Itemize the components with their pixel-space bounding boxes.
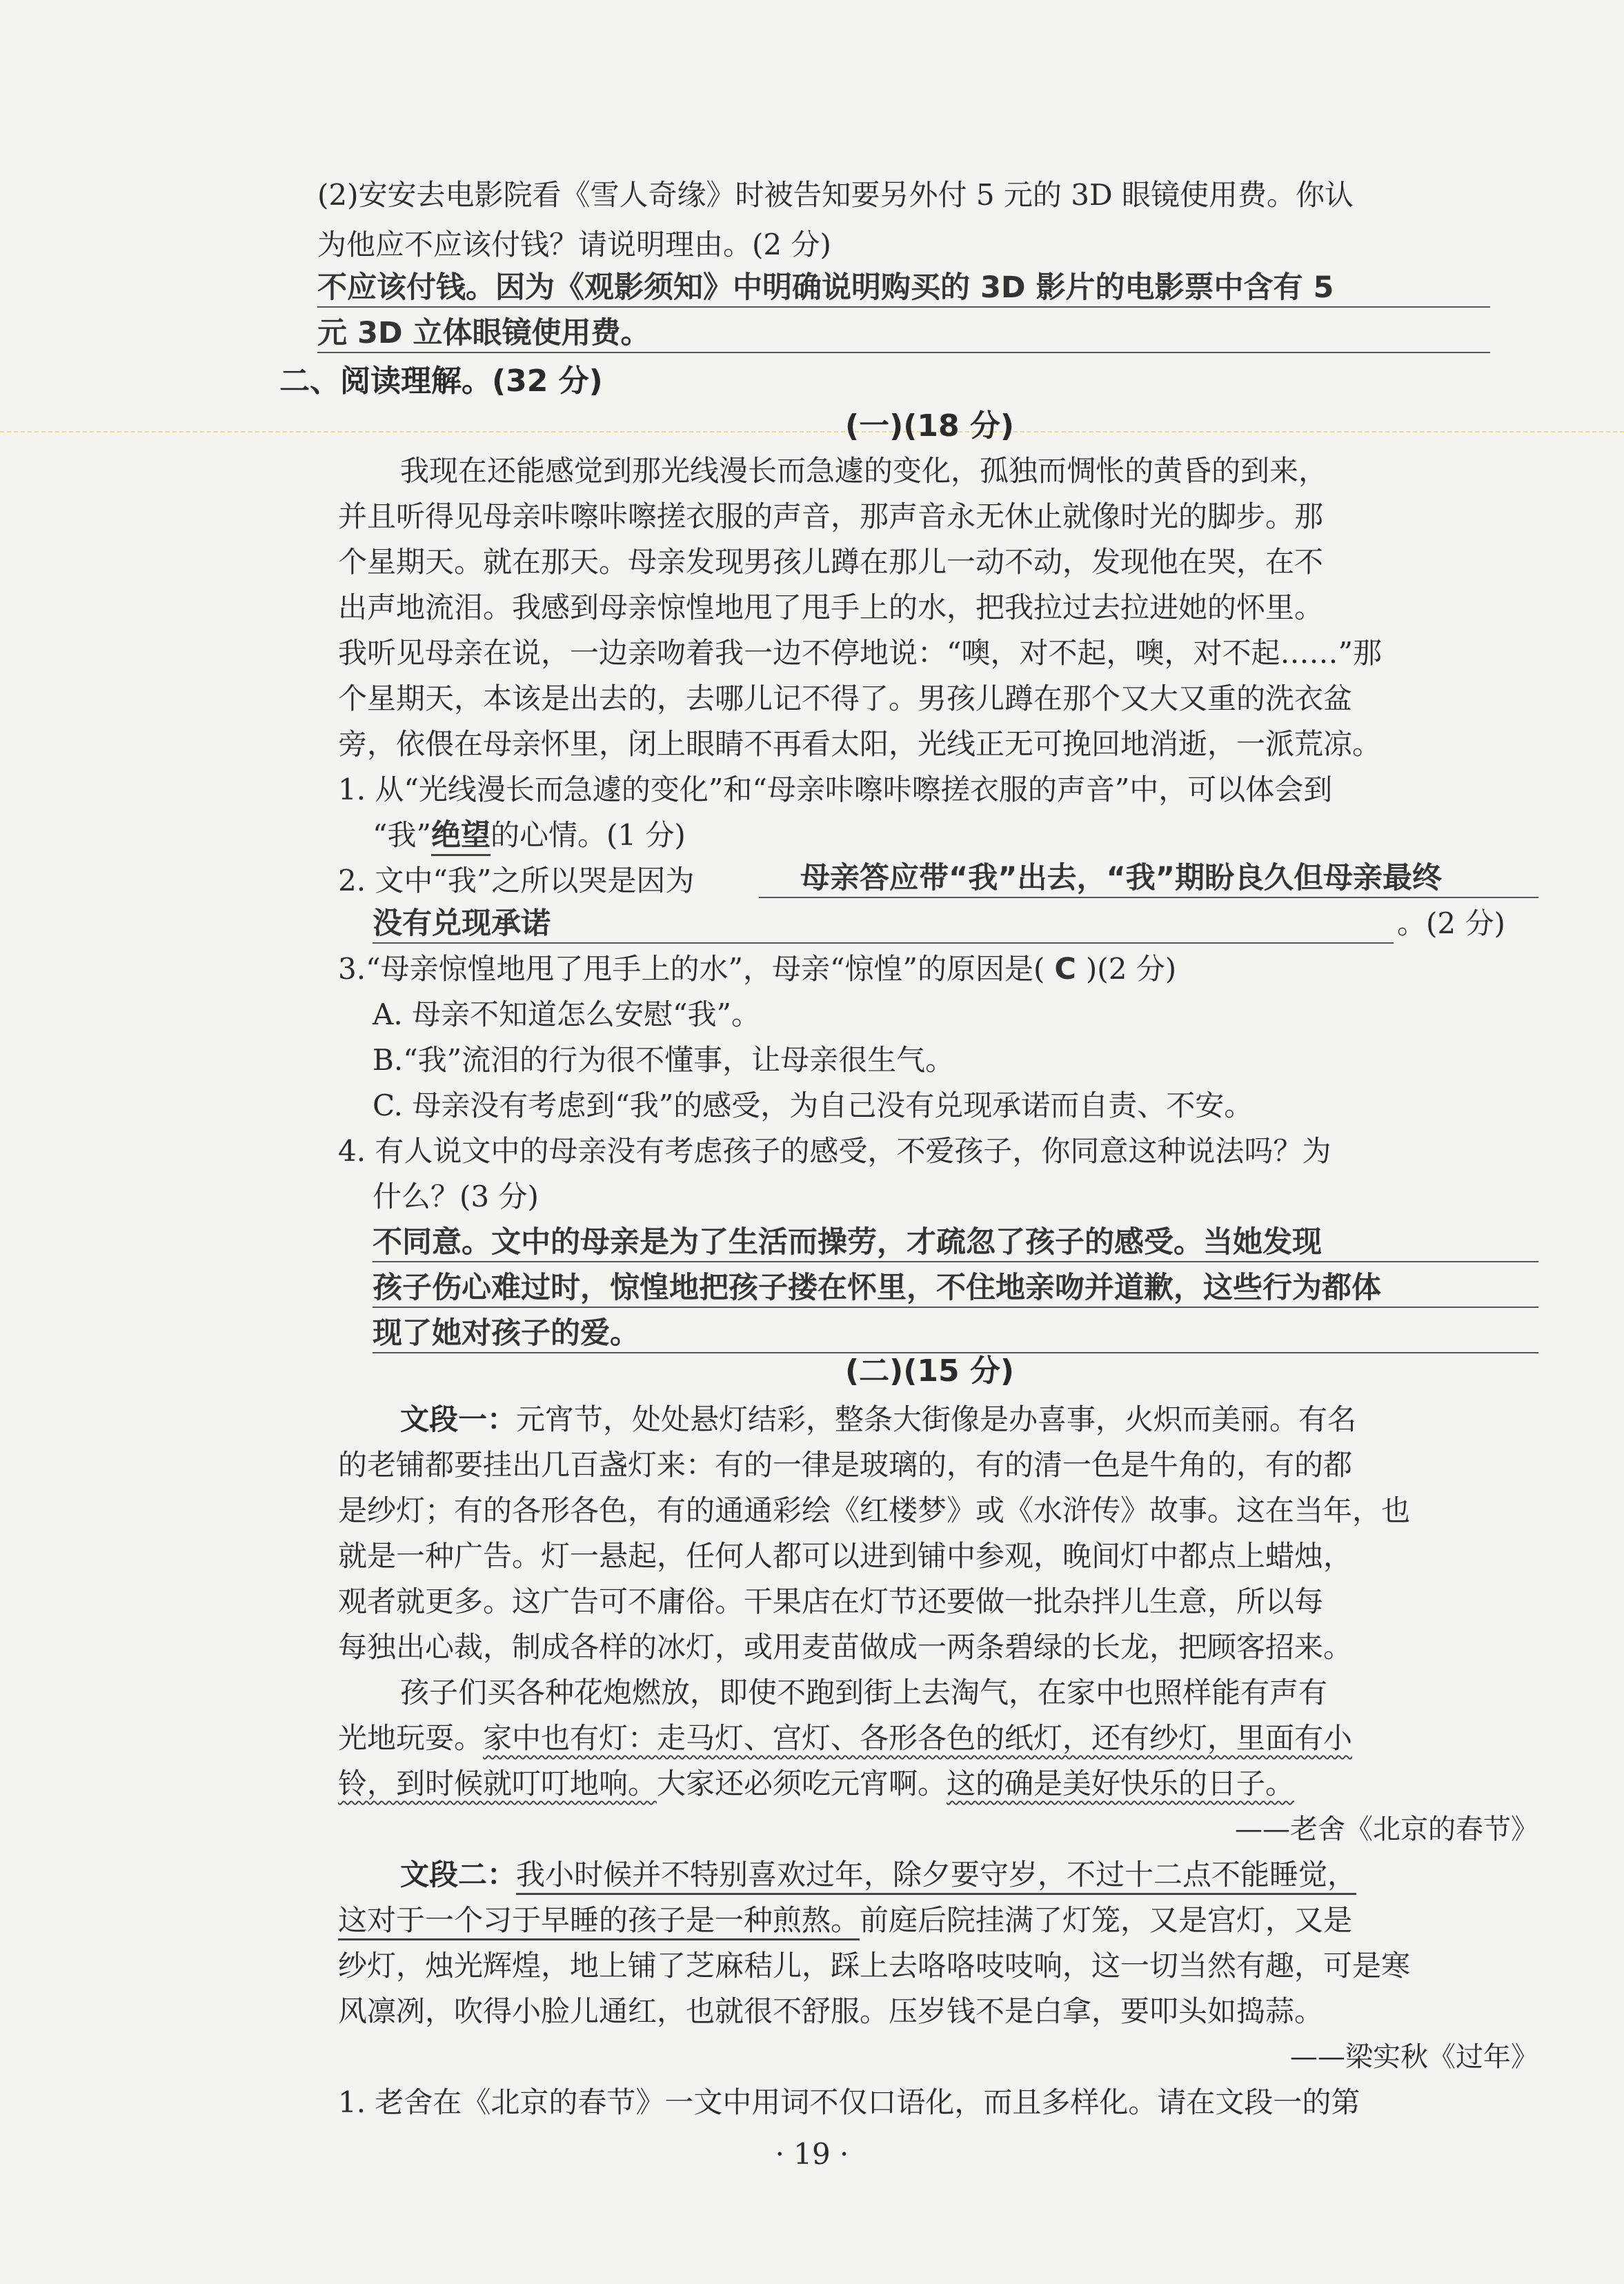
section-heading: 二、阅读理解。(32 分)	[279, 364, 603, 399]
part1-q2-suffix: 。(2 分)	[1397, 906, 1505, 940]
answer-rule	[759, 897, 1538, 898]
seg1-wavy-text: 这的确是美好快乐的日子。	[947, 1767, 1295, 1800]
seg1-text: 大家还必须吃元宵啊。	[657, 1767, 947, 1800]
q1-answer: 绝望	[431, 818, 491, 856]
q2-answer-line1: 不应该付钱。因为《观影须知》中明确说明购买的 3D 影片的电影票中含有 5	[317, 270, 1334, 305]
q3-option: B.“我”流泪的行为很不懂事，让母亲很生气。	[373, 1043, 955, 1077]
seg2-underlined-text: 我小时候并不特别喜欢过年，除夕要守岁，不过十二点不能睡觉，	[516, 1858, 1356, 1895]
q1-suffix: 的心情。(1 分)	[490, 818, 686, 852]
part1-para-line: 出声地流泪。我感到母亲惊惶地甩了甩手上的水，把我拉过去拉进她的怀里。	[338, 590, 1324, 624]
part1-q2-prefix: 2. 文中“我”之所以哭是因为	[338, 864, 695, 897]
seg1-wavy-text: 家中也有灯：走马灯、宫灯、各形各色的纸灯，还有纱灯，里面有小	[483, 1721, 1353, 1755]
part1-title: (一)(18 分)	[845, 408, 1014, 444]
seg1-label: 文段一：	[400, 1402, 517, 1436]
q3-suffix: )(2 分)	[1085, 952, 1177, 986]
seg1-line: 的老铺都要挂出几百盏灯来：有的一律是玻璃的，有的清一色是牛角的，有的都	[338, 1448, 1353, 1482]
answer-rule	[373, 942, 1394, 944]
seg1-line8	[338, 1716, 1352, 1761]
seg1-line: 观者就更多。这广告可不庸俗。干果店在灯节还要做一批杂拌儿生意，所以每	[338, 1585, 1324, 1618]
q4-answer-line: 现了她对孩子的爱。	[373, 1316, 640, 1351]
scan-guide-line	[0, 431, 1624, 433]
seg1-line: 孩子们买各种花炮燃放，即使不跑到街上去淘气，在家中也照样能有声有	[400, 1676, 1328, 1709]
part1-q4-line1: 4. 有人说文中的母亲没有考虑孩子的感受，不爱孩子，你同意这种说法吗？为	[338, 1134, 1331, 1168]
part1-para-line: 个星期天。就在那天。母亲发现男孩儿蹲在那儿一动不动，发现他在哭，在不	[338, 545, 1324, 579]
seg1-wavy-text: 铃，到时候就叮叮地响。	[338, 1767, 657, 1800]
part1-para-line: 我现在还能感觉到那光线漫长而急遽的变化，孤独而惆怅的黄昏的到来，	[400, 454, 1328, 488]
part1-q1-line2	[373, 813, 686, 858]
q1-prefix: “我”	[373, 818, 431, 852]
q2-line2: 为他应不应该付钱？请说明理由。(2 分)	[317, 228, 831, 261]
seg2-label: 文段二：	[400, 1858, 517, 1891]
part1-q1-line1: 1. 从“光线漫长而急遽的变化”和“母亲咔嚓咔嚓搓衣服的声音”中，可以体会到	[338, 773, 1333, 806]
part1-para-line: 并且听得见母亲咔嚓咔嚓搓衣服的声音，那声音永无休止就像时光的脚步。那	[338, 499, 1324, 533]
answer-rule	[373, 1307, 1538, 1308]
answer-rule	[317, 352, 1490, 353]
seg1-line: 每独出心裁，制成各样的冰灯，或用麦苗做成一两条碧绿的长龙，把顾客招来。	[338, 1630, 1353, 1664]
q2-answer-line2: 元 3D 立体眼镜使用费。	[317, 316, 651, 350]
part1-para-line: 我听见母亲在说，一边亲吻着我一边不停地说：“噢，对不起，噢，对不起……”那	[338, 636, 1382, 670]
seg2-line: 纱灯，烛光辉煌，地上铺了芝麻秸儿，踩上去咯咯吱吱响，这一切当然有趣，可是寒	[338, 1949, 1411, 1983]
seg2-line2	[338, 1898, 1352, 1943]
seg1-text: 光地玩耍。	[338, 1721, 484, 1755]
q3-option: C. 母亲没有考虑到“我”的感受，为自己没有兑现承诺而自责、不安。	[373, 1089, 1254, 1122]
seg1-line1	[400, 1397, 1356, 1442]
q3-option: A. 母亲不知道怎么安慰“我”。	[373, 997, 760, 1031]
answer-rule	[317, 306, 1490, 308]
seg1-source: ——老舍《北京的春节》	[1235, 1814, 1538, 1845]
answer-rule	[373, 1261, 1538, 1262]
seg1-line: 是纱灯；有的各形各色，有的通通彩绘《红楼梦》或《水浒传》故事。这在当年，也	[338, 1493, 1411, 1527]
seg1-text: 元宵节，处处悬灯结彩，整条大街像是办喜事，火炽而美丽。有名	[516, 1402, 1357, 1436]
part1-q3	[338, 946, 1176, 992]
part1-q2-answer-line2: 没有兑现承诺	[373, 906, 551, 941]
q3-prefix: 3.“母亲惊惶地甩了甩手上的水”，母亲“惊惶”的原因是(	[338, 952, 1045, 986]
seg2-text: 前庭后院挂满了灯笼，又是宫灯，又是	[860, 1903, 1353, 1937]
seg2-line1	[400, 1852, 1356, 1898]
seg2-underlined-text: 这对于一个习于早睡的孩子是一种煎熬。	[338, 1903, 860, 1940]
q2-line1: (2)安安去电影院看《雪人奇缘》时被告知要另外付 5 元的 3D 眼镜使用费。你认	[317, 178, 1354, 212]
part1-para-line: 个星期天，本该是出去的，去哪儿记不得了。男孩儿蹲在那个又大又重的洗衣盆	[338, 682, 1353, 715]
seg2-line: 风凛冽，吹得小脸儿通红，也就很不舒服。压岁钱不是白拿，要叩头如捣蒜。	[338, 1994, 1324, 2028]
q4-answer-line: 孩子伤心难过时，惊惶地把孩子搂在怀里，不住地亲吻并道歉，这些行为都体	[373, 1271, 1381, 1305]
part2-title: (二)(15 分)	[845, 1353, 1014, 1389]
q4-answer-line: 不同意。文中的母亲是为了生活而操劳，才疏忽了孩子的感受。当她发现	[373, 1225, 1322, 1260]
seg1-line9	[338, 1761, 1294, 1807]
part1-q2-answer-line1: 母亲答应带“我”出去，“我”期盼良久但母亲最终	[800, 861, 1443, 895]
page-number: · 19 ·	[775, 2137, 849, 2171]
part2-q1-line1: 1. 老舍在《北京的春节》一文中用词不仅口语化，而且多样化。请在文段一的第	[338, 2085, 1360, 2119]
seg2-source: ——梁实秋《过年》	[1290, 2041, 1538, 2073]
seg1-line: 就是一种广告。灯一悬起，任何人都可以进到铺中参观，晚间灯中都点上蜡烛，	[338, 1539, 1353, 1573]
part1-q4-line2: 什么？(3 分)	[373, 1180, 539, 1213]
part1-para-line: 旁，依偎在母亲怀里，闭上眼睛不再看太阳，光线正无可挽回地消逝，一派荒凉。	[338, 727, 1382, 761]
q3-answer: C	[1054, 952, 1076, 986]
